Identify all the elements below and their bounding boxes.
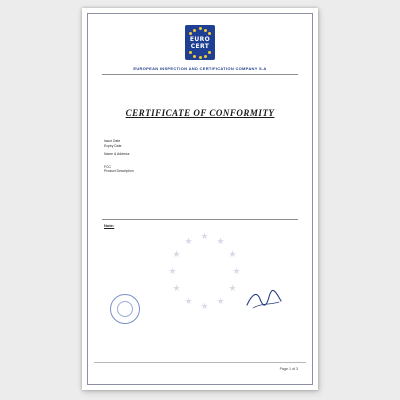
certificate-fields [104, 135, 134, 174]
notes-divider [102, 219, 298, 220]
note-label: Note: [104, 223, 115, 228]
field-row [104, 144, 134, 148]
logo-star-icon [204, 29, 207, 32]
eurocert-logo [185, 25, 215, 60]
watermark-star-icon: ★ [200, 231, 209, 241]
field-label: FCC [104, 165, 111, 170]
accreditation-seal-icon [110, 294, 140, 324]
field-label: Expiry Date [104, 143, 122, 148]
signature-icon [244, 286, 284, 312]
field-label: Product Description [104, 169, 134, 174]
watermark-star-icon: ★ [216, 236, 225, 246]
watermark-star-icon: ★ [168, 266, 177, 276]
seal-inner-ring [117, 301, 133, 317]
logo-star-icon [199, 56, 202, 59]
watermark-star-icon: ★ [172, 283, 181, 293]
field-row [104, 152, 134, 156]
watermark-star-icon: ★ [184, 236, 193, 246]
footer-divider [94, 362, 306, 363]
watermark-star-icon: ★ [172, 249, 181, 259]
logo-star-icon [189, 32, 192, 35]
watermark-star-icon: ★ [232, 266, 241, 276]
logo-star-icon [208, 32, 211, 35]
page-number: Page 1 of 3 [279, 367, 298, 371]
issuer-name: EUROPEAN INSPECTION AND CERTIFICATION COMPANY S.A [133, 66, 267, 71]
logo-star-icon [189, 51, 192, 54]
logo-word-top: EURO [189, 36, 211, 43]
watermark-star-icon: ★ [216, 296, 225, 306]
logo-star-icon [193, 55, 196, 58]
watermark-star-icon: ★ [184, 296, 193, 306]
certificate-page [82, 8, 318, 390]
field-row [104, 169, 134, 173]
logo-star-icon [193, 29, 196, 32]
logo-star-icon [208, 51, 211, 54]
watermark-star-icon: ★ [228, 283, 237, 293]
field-label: Name & Address [104, 152, 130, 157]
watermark-star-icon: ★ [228, 249, 237, 259]
certificate-title: CERTIFICATE OF CONFORMITY [125, 108, 275, 118]
logo-star-icon [204, 55, 207, 58]
logo-star-icon [199, 27, 202, 30]
logo-word-bottom: CERT [190, 43, 210, 50]
field-label: Issue Date [104, 139, 121, 144]
watermark-star-icon: ★ [200, 301, 209, 311]
header-divider [102, 74, 298, 75]
